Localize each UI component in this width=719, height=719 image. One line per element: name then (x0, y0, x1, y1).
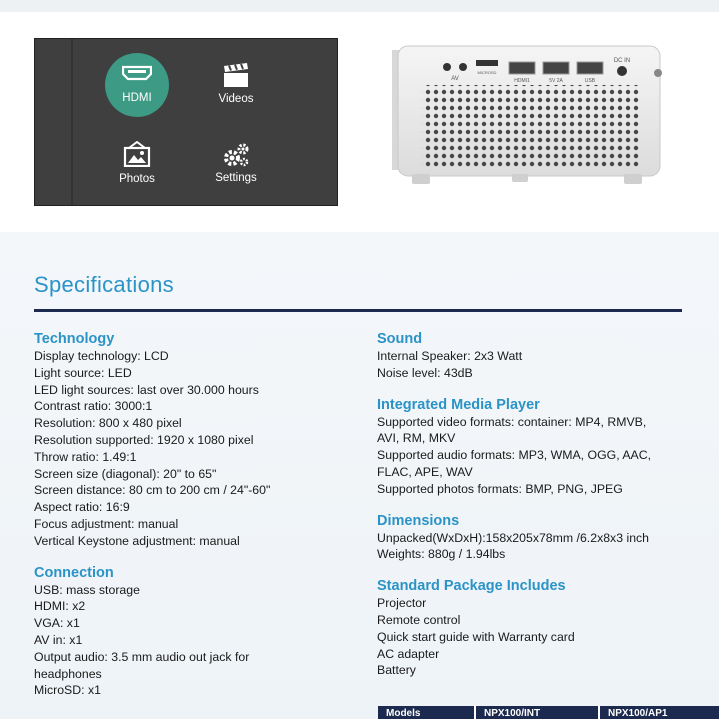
spec-line: Screen size (diagonal): 20" to 65" (34, 466, 217, 481)
spec-line: Screen distance: 80 cm to 200 cm / 24"-60" (34, 483, 271, 498)
section-heading-media-player: Integrated Media Player (377, 396, 540, 413)
spec-line: Resolution: 800 x 480 pixel (34, 416, 182, 431)
table-header-ap1: NPX100/AP1 (608, 708, 668, 719)
spec-line: FLAC, APE, WAV (377, 464, 473, 479)
section-heading-connection: Connection (34, 564, 114, 581)
projector-menu-screenshot (34, 38, 338, 206)
port-label-5v: 5V 2A (549, 78, 563, 84)
menu-item-photos (102, 141, 172, 185)
clapperboard-icon (222, 63, 250, 89)
models-table-header (378, 706, 719, 719)
spec-line: LED light sources: last over 30.000 hours (34, 382, 259, 397)
section-media-player (377, 396, 697, 498)
spec-line: HDMI: x2 (34, 599, 86, 614)
section-heading-package: Standard Package Includes (377, 578, 566, 595)
spec-line: Display technology: LCD (34, 349, 169, 363)
spec-line: AVI, RM, MKV (377, 431, 456, 446)
menu-label-photos: Photos (119, 173, 155, 185)
specifications-title: Specifications (34, 272, 174, 297)
menu-item-hdmi (102, 65, 172, 104)
section-heading-technology: Technology (34, 331, 115, 347)
spec-line: Vertical Keystone adjustment: manual (34, 533, 240, 548)
section-technology (34, 330, 364, 550)
spec-line: Battery (377, 663, 416, 678)
spec-line: Resolution supported: 1920 x 1080 pixel (34, 432, 254, 447)
section-heading-dimensions: Dimensions (377, 512, 460, 529)
spec-line: Unpacked(WxDxH):158x205x78mm /6.2x8x3 inch (377, 530, 650, 545)
section-dimensions (377, 512, 697, 564)
spec-line: Throw ratio: 1.49:1 (34, 449, 137, 464)
spec-line: Noise level: 43dB (377, 365, 473, 380)
port-label-usb: USB (584, 78, 596, 84)
spec-line: Supported video formats: container: MP4, RMVB, (377, 414, 647, 429)
port-label-av: AV (451, 76, 459, 82)
spec-line: Focus adjustment: manual (34, 516, 179, 531)
table-header-models: Models (386, 708, 421, 719)
table-divider (474, 706, 476, 719)
spec-line: Output audio: 3.5 mm audio out jack for (34, 649, 250, 664)
menu-divider (71, 39, 73, 205)
menu-label-hdmi: HDMI (122, 92, 152, 104)
spec-line: Weights: 880g / 1.94lbs (377, 547, 506, 562)
table-divider (598, 706, 600, 719)
spec-line: Light source: LED (34, 365, 132, 380)
section-heading-sound: Sound (377, 331, 423, 347)
gears-icon (221, 141, 251, 169)
spec-line: headphones (34, 666, 102, 681)
title-rule (34, 309, 682, 312)
spec-line: Internal Speaker: 2x3 Watt (377, 349, 523, 363)
table-header-int: NPX100/INT (484, 708, 541, 719)
hdmi-icon (122, 65, 152, 81)
spec-line: Quick start guide with Warranty card (377, 629, 575, 644)
spec-line: Supported photos formats: BMP, PNG, JPEG (377, 481, 623, 496)
section-package (377, 577, 697, 679)
projector-product-image (392, 40, 667, 188)
spec-line: MicroSD: x1 (34, 683, 101, 698)
spec-line: VGA: x1 (34, 616, 80, 631)
spec-line: Projector (377, 596, 427, 611)
menu-item-settings (201, 141, 271, 184)
spec-line: Remote control (377, 612, 461, 627)
port-label-dcin: DC IN (613, 58, 631, 64)
port-label-microsd: MICROSD (477, 70, 497, 75)
spec-line: Contrast ratio: 3000:1 (34, 399, 153, 414)
menu-label-settings: Settings (215, 172, 257, 184)
spec-line: AC adapter (377, 646, 440, 661)
menu-label-videos: Videos (218, 93, 254, 105)
spec-line: USB: mass storage (34, 582, 140, 597)
section-sound (377, 330, 697, 382)
spec-left-column (34, 330, 364, 713)
top-strip (0, 0, 719, 12)
spec-line: AV in: x1 (34, 632, 83, 647)
section-connection (34, 564, 364, 700)
menu-item-videos (201, 63, 271, 105)
spec-right-column (377, 330, 697, 693)
spec-line: Aspect ratio: 16:9 (34, 500, 130, 515)
spec-line: Supported audio formats: MP3, WMA, OGG, AAC, (377, 448, 652, 463)
photo-icon (123, 141, 151, 167)
port-label-hdmi: HDMI1 (514, 78, 530, 84)
